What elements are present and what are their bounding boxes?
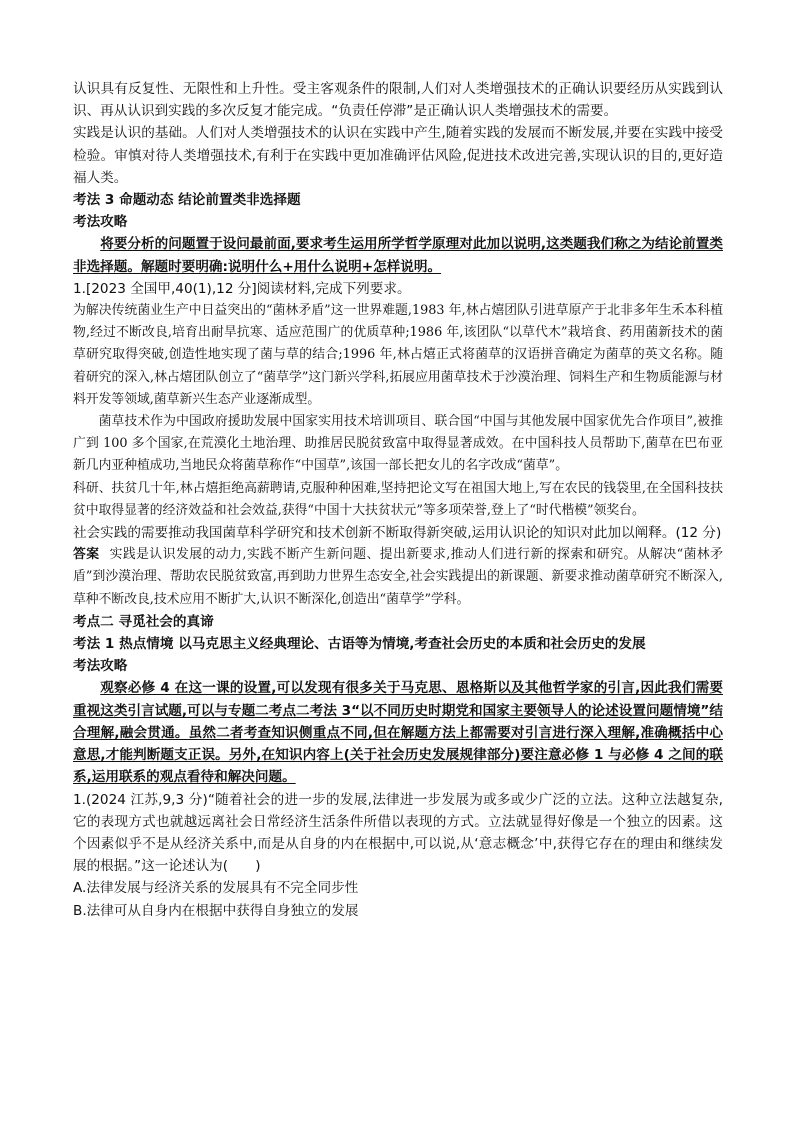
heading-method-1: 考法 1 热点情境 以马克思主义经典理论、古语等为情境,考查社会历史的本质和社会历史的发展 — [73, 636, 646, 653]
option-b: B.法律可从自身内在根据中获得自身独立的发展 — [73, 902, 359, 919]
heading-strategy: 考法攻略 — [73, 214, 128, 231]
strategy-text: 将要分析的问题置于设问最前面,要求考生运用所学哲学原理对此加以说明,这类题我们称之为结论前置类非选择题。解题时要明确:说明什么+用什么说明+怎样说明。 — [73, 236, 723, 275]
answer-text: 实践是认识发展的动力,实践不断产生新问题、提出新要求,推动人们进行新的探索和研究。从解决“菌林矛盾”到沙漠治理、帮助农民脱贫致富,再到助力世界生态安全,社会实践提出的新课题、新要求推动菌草研究不断深入,草种不断改良,技术应用不断扩大,认识不断深化,创造出“菌草学”学科。 — [73, 547, 724, 607]
paragraph-recognition: 认识具有反复性、无限性和上升性。受主客观条件的限制,人们对人类增强技术的正确认识要经历从实践到认识、再从认识到实践的多次反复才能完成。“负责任停滞”是正确认识人类增强技术的需要。 — [73, 81, 723, 120]
option-a: A.法律发展与经济关系的发展具有不完全同步性 — [73, 880, 359, 897]
heading-strategy-2: 考法攻略 — [73, 658, 128, 675]
answer-label: 答案 — [73, 547, 100, 563]
document-page — [73, 78, 723, 922]
paragraph-practice: 实践是认识的基础。人们对人类增强技术的认识在实践中产生,随着实践的发展而不断发展,并要在实践中接受检验。审慎对待人类增强技术,有利于在实践中更加准确评估风险,促进技术改进完善,实现认识的目的,更好造福人类。 — [73, 125, 723, 186]
heading-method-3: 考法 3 命题动态 结论前置类非选择题 — [73, 192, 301, 209]
question-1-stem: 1.[2023 全国甲,40(1),12 分]阅读材料,完成下列要求。 — [73, 280, 411, 297]
question-1-material-1: 为解决传统菌业生产中日益突出的“菌林矛盾”这一世界难题,1983 年,林占熺团队引进草原产于北非多年生禾本科植物,经过不断改良,培育出耐旱抗寒、适应范围广的优质草种;1986 年,该团队“以草代木”栽培食、药用菌新技术的菌草研究取得突破,创造性地实现了菌与草的结合;1996 年,林占熺正式将菌草的汉语拼音确定为菌草的英文名称。随着研究的深入,林占熺团队创立了“菌草学”这门新兴学科,拓展应用菌草技术于沙漠治理、饲料生产和生物质能源与材料开发等领域,菌草新兴生态产业逐渐成型。 — [73, 303, 723, 407]
question-1-material-3: 科研、扶贫几十年,林占熺拒绝高薪聘请,克服种种困难,坚持把论文写在祖国大地上,写在农民的钱袋里,在全国科技扶贫中取得显著的经济效益和社会效益,获得“中国十大扶贫状元”等多项荣誉,登上了“时代楷模”领奖台。 — [73, 480, 723, 518]
heading-point-2: 考点二 寻觅社会的真谛 — [73, 613, 214, 630]
question-1-material-2: 菌草技术作为中国政府援助发展中国家实用技术培训项目、联合国“中国与其他发展中国家优先合作项目”,被推广到 100 多个国家,在荒漠化土地治理、助推居民脱贫致富中取得显著成效。在中国科技人员帮助下,菌草在巴布亚新几内亚种植成功,当地民众将菌草称作“中国草”,该国一部长把女儿的名字改成“菌草”。 — [73, 414, 723, 474]
answer-block — [73, 544, 723, 611]
question-1-ask: 社会实践的需要推动我国菌草科学研究和技术创新不断取得新突破,运用认识论的知识对此加以阐释。(12 分) — [73, 525, 722, 542]
strategy-text-2: 观察必修 4 在这一课的设置,可以发现有很多关于马克思、恩格斯以及其他哲学家的引言,因此我们需要重视这类引言试题,可以与专题二考点二考法 3“以不同历史时期党和国家主要领导人的论述设置问题情境”结合理解,融会贯通。虽然二者考查知识侧重点不同,但在解题方法上都需要对引言进行深入理解,准确概括中心意思,才能判断题支正误。另外,在知识内容上(关于社会历史发展规律部分)要注意必修 1 与必修 4 之间的联系,运用联系的观点看待和解决问题。 — [73, 680, 723, 786]
question-2-stem: 1.(2024 江苏,9,3 分)“随着社会的进一步的发展,法律进一步发展为或多或少广泛的立法。这种立法越复杂,它的表现方式也就越远离社会日常经济生活条件所借以表现的方式。立法就显得好像是一个独立的因素。这个因素似乎不是从经济关系中,而是从自身的内在根据中,可以说,从‘意志概念’中,获得它存在的理由和继续发展的根据。”这一论述认为( ) — [73, 791, 723, 875]
